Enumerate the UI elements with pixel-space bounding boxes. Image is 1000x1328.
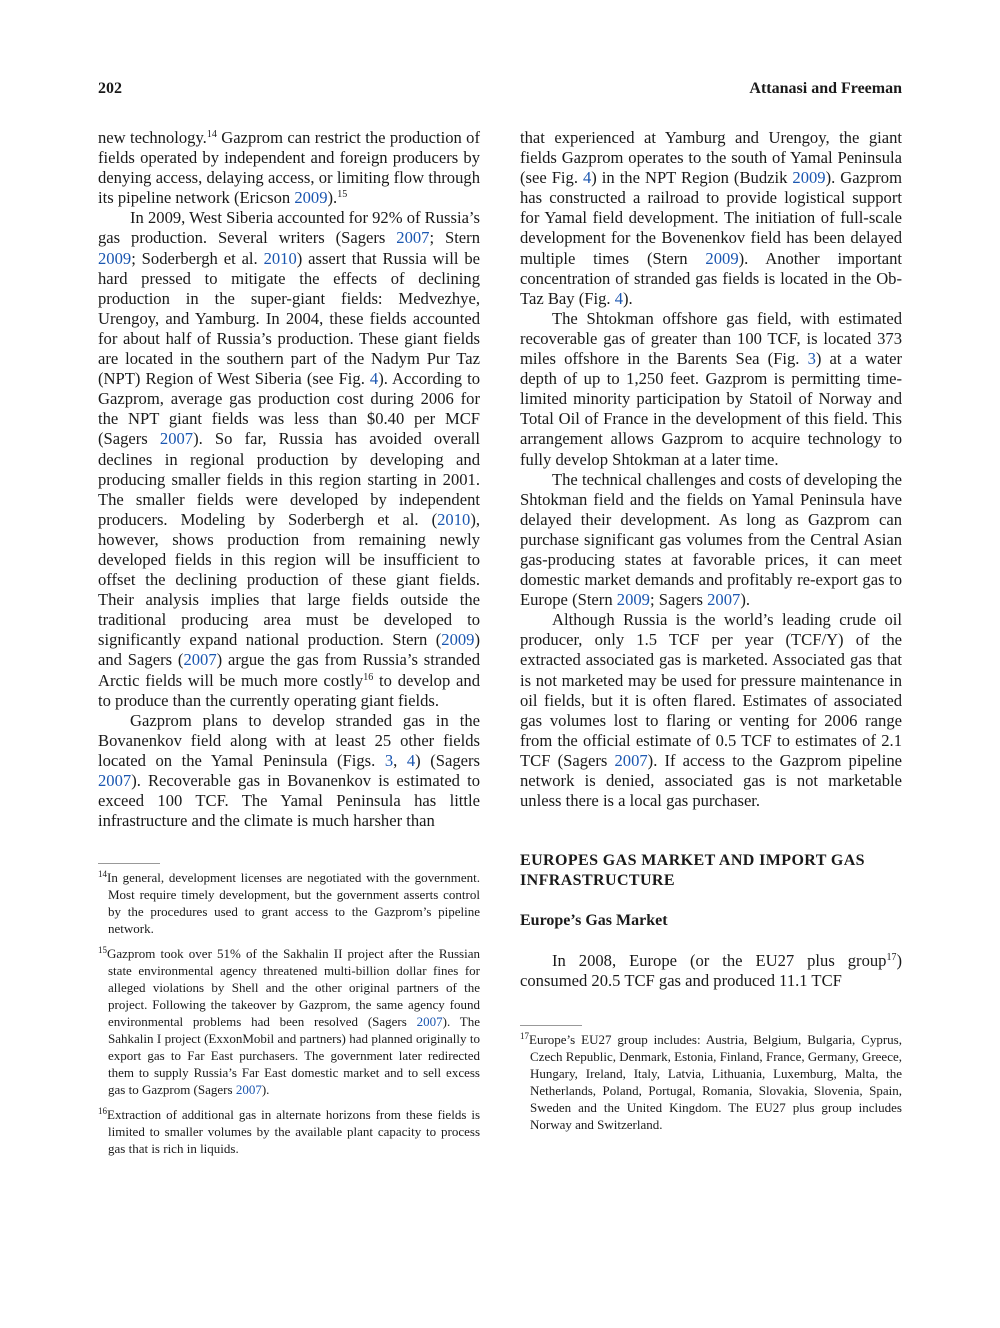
- footnote-ref: 17: [886, 952, 897, 964]
- figure-link[interactable]: 4: [614, 288, 623, 308]
- footnote-ref: 15: [337, 189, 348, 201]
- footnote: $^{16}$Extraction of additional gas in alternate horizons from these fields is limited to smaller volumes by the available plant capacity to process gas that is rich in liquids.: [98, 1106, 480, 1157]
- figure-link[interactable]: 3: [384, 750, 394, 770]
- footnote: $^{15}$Gazprom took over 51% of the Sakhalin II project after the Russian state environmental agency threatened multi-billion dollar fines for alleged violations by Shell and the other original partners of the project. Following the takeover by Gazprom, the same agency found environmental problems had been resolved (Sagers 2007). The Sahkalin I project (ExxonMobil and partners) had planned originally to export gas to Far East purchasers. The government later redirected them to supply Russia’s Far East domestic market and to sell excess gas to Gazprom (Sagers 2007).: [98, 945, 480, 1098]
- section-heading: EUROPES GAS MARKET AND IMPORT GAS INFRASTRUCTURE: [520, 852, 865, 890]
- left-column: [98, 128, 480, 1157]
- citation-link[interactable]: 2007: [235, 1082, 262, 1098]
- citation-link[interactable]: 2007: [98, 771, 132, 790]
- citation-link[interactable]: 2007: [707, 590, 741, 610]
- page-number: 202: [98, 80, 122, 97]
- paragraph: The technical challenges and costs of developing the Shtokman field and the fields on Yamal Peninsula have delayed their development. As long as Gazprom can purchase significant gas volumes from the Central Asian gas-producing states at favorable prices, it can meet domestic market demands and profitably re-export gas to Europe (Stern 2009; Sagers 2007).: [520, 469, 902, 610]
- subsection-heading: Europe’s Gas Market: [520, 912, 668, 930]
- citation-link[interactable]: 2007: [614, 750, 648, 770]
- citation-link[interactable]: 2009: [441, 630, 475, 650]
- citation-link[interactable]: 2007: [159, 429, 194, 449]
- paragraph: The Shtokman offshore gas field, with estimated recoverable gas of greater than 100 TCF, is located 373 miles offshore in the Barents Sea (Fig. 3) at a water depth of up to 1,250 feet. Gazprom is permitting time-limited minority participation by Statoil of Norway and Total Oil of France in the development of this field. This arrangement allows Gazprom to acquire technology to fully develop Shtokman at a later time.: [520, 308, 902, 469]
- citation-link[interactable]: 2007: [416, 1014, 443, 1030]
- citation-link[interactable]: 2009: [98, 248, 132, 268]
- citation-link[interactable]: 2007: [183, 650, 217, 670]
- figure-link[interactable]: 4: [582, 168, 592, 188]
- citation-link[interactable]: 2009: [705, 248, 739, 268]
- citation-link[interactable]: 2009: [616, 590, 650, 610]
- running-authors: Attanasi and Freeman: [749, 80, 902, 97]
- footnote-ref: 16: [363, 671, 374, 683]
- footnote: $^{17}$Europe’s EU27 group includes: Austria, Belgium, Bulgaria, Cyprus, Czech Republic, Denmark, Estonia, Finland, France, Germany, Greece, Hungary, Ireland, Italy, Latvia, Lithuania, Luxemburg, Malta, the Netherlands, Poland, Portugal, Romania, Slovakia, Slovenia, Spain, Sweden and the United Kingdom. The EU27 plus group includes Norway and Switzerland.: [520, 1031, 902, 1133]
- right-column: [520, 128, 902, 1133]
- figure-link[interactable]: 4: [406, 750, 416, 770]
- citation-link[interactable]: 2010: [437, 509, 471, 529]
- figure-link[interactable]: 4: [369, 369, 379, 389]
- paragraph: In 2009, West Siberia accounted for 92% of Russia’s gas production. Several writers (Sagers 2007; Stern 2009; Soderbergh et al. 2010) assert that Russia will be hard pressed to mitigate the effects of declining production in the super-giant fields: Medvezhye, Urengoy, and Yamburg. In 2004, these fields accounted for about half of Russia’s production. These giant fields are located in the southern part of the Nadym Pur Taz (NPT) Region of West Siberia (see Fig. 4). According to Gazprom, average gas production cost during 2006 for the NPT giant fields was less than $0.40 per MCF (Sagers 2007). So far, Russia has avoided overall declines in regional production by developing and producing smaller fields in this region starting in 2001. The smaller fields were developed by independent producers. Modeling by Soderbergh et al. (2010), however, shows production from remaining newly developed fields in this region will be insufficient to offset the declining production of these giant fields. Their analysis implies that large fields outside the traditional producing area must be developed to significantly expand national production. Stern (2009) and Sagers (2007) argue the gas from Russia’s stranded Arctic fields will be much more costly$^{16}$ to develop and to produce than the currently operating giant fields.: [98, 208, 481, 710]
- paragraph: that experienced at Yamburg and Urengoy, the giant fields Gazprom operates to the south of Yamal Peninsula (see Fig. 4) in the NPT Region (Budzik 2009). Gazprom has constructed a railroad to provide logistical support for Yamal field development. The initiation of full-scale development for the Bovenenkov field has been delayed multiple times (Stern 2009). Another important concentration of stranded gas fields is located in the Ob-Taz Bay (Fig. 4).: [520, 128, 902, 308]
- citation-link[interactable]: 2009: [294, 188, 328, 208]
- paragraph: Although Russia is the world’s leading crude oil producer, only 1.5 TCF per year (TCF/Y) of the extracted associated gas is marketed. Associated gas that is not marketed may be used for pressure maintenance in oil fields, but it is often flared. Estimates of associated gas volumes lost to flaring or venting for 2006 range from the official estimate of 0.5 TCF to estimates of 2.1 TCF (Sagers 2007). If access to the Gazprom pipeline network is denied, associated gas is not marketable unless there is a local gas purchaser.: [520, 610, 902, 811]
- paragraph: Gazprom plans to develop stranded gas in the Bovanenkov field along with at least 25 other fields located on the Yamal Peninsula (Figs. 3, 4) (Sagers 2007). Recoverable gas in Bovanenkov is estimated to exceed 100 TCF. The Yamal Peninsula has little infrastructure and the climate is much harsher than: [98, 710, 480, 831]
- figure-link[interactable]: 3: [807, 349, 816, 369]
- citation-link[interactable]: 2009: [792, 168, 826, 188]
- citation-link[interactable]: 2007: [396, 228, 430, 248]
- footnote: $^{14}$In general, development licenses are negotiated with the government. Most require timely development, but the government asserts control by the procedures used to grant access to the Gazprom’s pipeline network.: [98, 869, 480, 937]
- citation-link[interactable]: 2010: [263, 248, 297, 268]
- running-header: [98, 80, 902, 104]
- paragraph: In 2008, Europe (or the EU27 plus group$^{17}$) consumed 20.5 TCF gas and produced 11.1 TCF: [520, 951, 902, 991]
- footnote-ref: 14: [206, 129, 217, 140]
- paragraph: new technology.$^{14}$ Gazprom can restrict the production of fields operated by independent and foreign producers by denying access, delaying access, or limiting flow through its pipeline network (Ericson 2009).$^{15}$: [98, 128, 480, 208]
